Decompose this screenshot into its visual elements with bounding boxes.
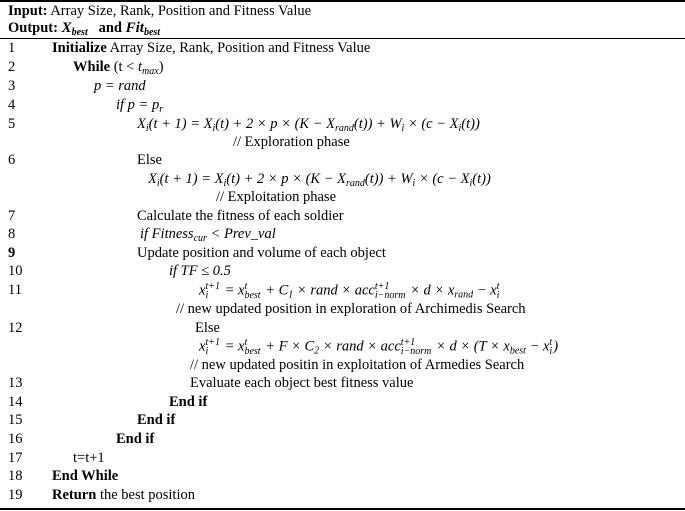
line-19: Return the best position bbox=[52, 487, 195, 503]
output-line bbox=[8, 20, 160, 37]
line-4: if $p = p_r$ bbox=[116, 97, 164, 115]
line-9: Update position and volume of each object bbox=[137, 245, 386, 261]
line-14: End if bbox=[169, 394, 208, 410]
output-fit-best: Fit$_{best}$ bbox=[125, 20, 161, 38]
header-rule bbox=[0, 38, 685, 39]
line-15: End if bbox=[137, 412, 176, 428]
line-16: End if bbox=[116, 431, 155, 447]
line-number: 6 bbox=[8, 152, 16, 168]
line-number: 14 bbox=[8, 394, 23, 410]
line-7: Calculate the fitness of each soldier bbox=[137, 208, 344, 224]
bottom-rule bbox=[0, 508, 685, 510]
line-number: 9 bbox=[8, 245, 16, 261]
input-line bbox=[8, 3, 311, 20]
line-11-equation: x t+1 i = x t best + $C_1$ × rand × acc t+1 i−norm × $d \times x_{rand} - x$ t i bbox=[199, 281, 500, 301]
line-number: 1 bbox=[8, 40, 16, 56]
line-6-equation: $X_i(t + 1) = X_i(t) + 2 \times p \times (K - X_{rand}(t)) + W_i \times (c - X_i(t))$ bbox=[148, 171, 491, 189]
input-text: Array Size, Rank, Position and Fitness Value bbox=[50, 3, 312, 19]
line-number: 19 bbox=[8, 487, 23, 503]
line-5-comment: // Exploration phase bbox=[233, 134, 350, 150]
line-number: 4 bbox=[8, 97, 16, 113]
line-number: 18 bbox=[8, 468, 23, 484]
line-number: 2 bbox=[8, 59, 16, 75]
line-number: 13 bbox=[8, 375, 23, 391]
line-12-comment: // new updated positin in exploitation of Armedies Search bbox=[190, 357, 525, 373]
line-number: 8 bbox=[8, 226, 16, 242]
line-number: 16 bbox=[8, 431, 23, 447]
line-number: 7 bbox=[8, 208, 16, 224]
line-number: 3 bbox=[8, 78, 16, 94]
output-label: Output: bbox=[8, 20, 58, 36]
input-label: Input: bbox=[8, 3, 48, 19]
line-1: Initialize Array Size, Rank, Position and Fitness Value bbox=[52, 40, 371, 56]
line-2: While $(t < t_{max})$ bbox=[73, 59, 164, 77]
line-18: End While bbox=[52, 468, 119, 484]
line-5-equation: $X_i(t + 1) = X_i(t) + 2 \times p \times (K - X_{rand}(t)) + W_i \times (c - X_i(t))$ bbox=[137, 116, 480, 134]
line-number: 17 bbox=[8, 450, 23, 466]
line-6-else: Else bbox=[137, 152, 162, 168]
line-11-comment: // new updated position in exploration of Archimedis Search bbox=[176, 301, 526, 317]
line-8: if Fitness$_{cur}$ < Prev_val bbox=[140, 226, 276, 244]
line-number: 11 bbox=[8, 282, 22, 298]
line-12-else: Else bbox=[195, 320, 220, 336]
output-and: and bbox=[98, 20, 122, 36]
output-x-best: $X_{best}$ bbox=[61, 20, 88, 38]
line-12-equation: x t+1 i = x t best + $F \times C_2$ × rand × acc t+1 i−norm × $d \times (T \times x_{best} - x$ t i ) bbox=[199, 337, 559, 357]
line-number: 12 bbox=[8, 320, 23, 336]
line-number: 15 bbox=[8, 412, 23, 428]
line-17: t=t+1 bbox=[73, 450, 105, 466]
top-rule bbox=[0, 0, 685, 2]
line-3: p = rand bbox=[94, 78, 146, 94]
line-number: 5 bbox=[8, 116, 16, 132]
line-10: if TF ≤ 0.5 bbox=[169, 263, 231, 279]
line-6-comment: // Exploitation phase bbox=[216, 189, 337, 205]
line-13: Evaluate each object best fitness value bbox=[190, 375, 414, 391]
line-number: 10 bbox=[8, 263, 23, 279]
